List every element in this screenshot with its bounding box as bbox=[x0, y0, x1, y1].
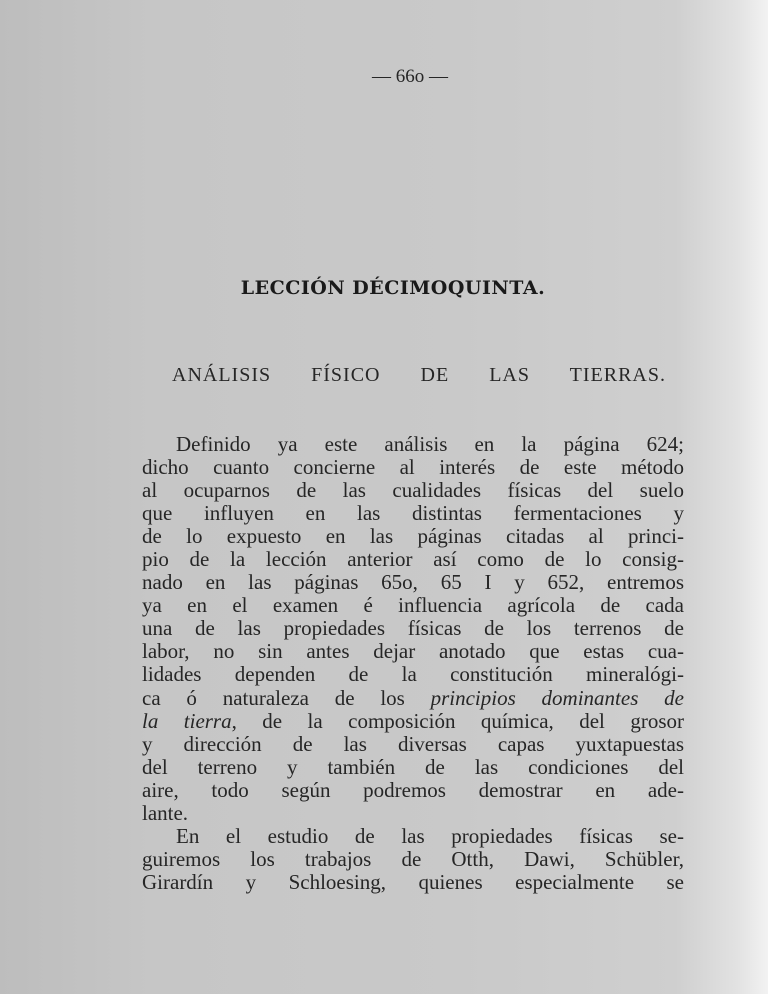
text-line bbox=[142, 594, 684, 617]
text-line bbox=[142, 687, 684, 710]
lesson-heading: LECCIÓN DÉCIMOQUINTA. bbox=[240, 277, 546, 299]
text-line bbox=[142, 433, 684, 456]
text-segment: pio de la lección anterior así como de lo consig- bbox=[142, 547, 684, 572]
text-line bbox=[142, 710, 684, 733]
text-segment: lidades dependen de la constitución mineralógi- bbox=[142, 662, 684, 687]
text-segment: ya en el examen é influencia agrícola de cada bbox=[142, 593, 684, 618]
text-line bbox=[142, 548, 684, 571]
text-line bbox=[142, 617, 684, 640]
text-segment: al ocuparnos de las cualidades físicas del suelo bbox=[142, 478, 684, 503]
text-segment: del terreno y también de las condiciones del bbox=[142, 754, 684, 779]
text-segment: que influyen en las distintas fermentaciones y bbox=[142, 501, 684, 526]
text-segment: Girardín y Schloesing, quienes especialmente se bbox=[142, 869, 684, 894]
text-line bbox=[142, 479, 684, 502]
italic-text: principios dominantes de bbox=[430, 685, 684, 710]
text-segment: una de las propiedades físicas de los terrenos de bbox=[142, 616, 684, 641]
page-number: — 66o — bbox=[372, 66, 448, 87]
text-line bbox=[142, 871, 684, 894]
text-segment: aire, todo según podremos demostrar en ade- bbox=[142, 777, 684, 802]
text-segment: lante. bbox=[142, 800, 189, 825]
text-line bbox=[142, 525, 684, 548]
text-line bbox=[142, 779, 684, 802]
italic-text: la tierra bbox=[142, 708, 232, 733]
text-segment: Definido ya este análisis en la página 624; bbox=[176, 432, 684, 456]
text-segment: nado en las páginas 65o, 65 I y 652, entremos bbox=[142, 570, 684, 595]
text-segment: guiremos los trabajos de Otth, Dawi, Schübler, bbox=[142, 846, 684, 871]
text-line bbox=[142, 571, 684, 594]
text-line bbox=[142, 640, 684, 663]
body-text bbox=[142, 433, 684, 894]
text-segment: dicho cuanto concierne al interés de este método bbox=[142, 455, 684, 480]
text-line bbox=[142, 825, 684, 848]
text-line bbox=[142, 663, 684, 686]
text-line bbox=[142, 848, 684, 871]
text-line bbox=[142, 756, 684, 779]
text-segment: labor, no sin antes dejar anotado que estas cua- bbox=[142, 639, 684, 664]
text-line bbox=[142, 456, 684, 479]
text-segment: y dirección de las diversas capas yuxtapuestas bbox=[142, 731, 684, 756]
section-subheading: ANÁLISIS FÍSICO DE LAS TIERRAS. bbox=[172, 364, 666, 386]
text-segment: En el estudio de las propiedades físicas se- bbox=[176, 823, 684, 848]
text-line bbox=[142, 502, 684, 525]
text-segment: de lo expuesto en las páginas citadas al princi- bbox=[142, 524, 684, 549]
text-segment: ca ó naturaleza de los bbox=[142, 685, 431, 710]
text-line bbox=[142, 802, 684, 825]
text-segment: , de la composición química, del grosor bbox=[231, 708, 684, 733]
text-line bbox=[142, 733, 684, 756]
